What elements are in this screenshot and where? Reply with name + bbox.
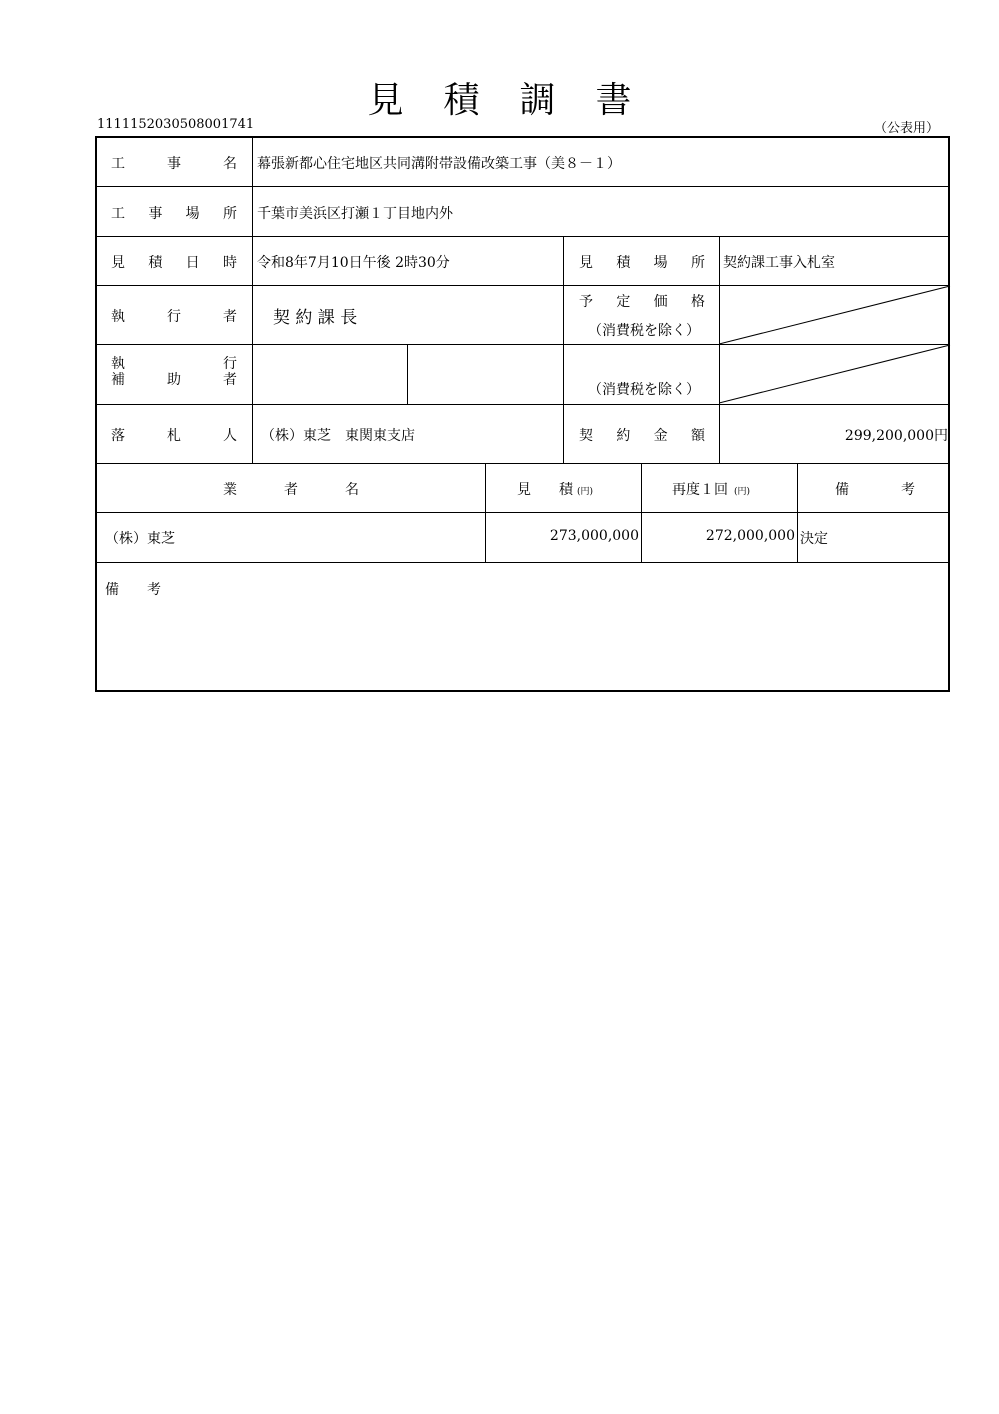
value-contract-amount: 299,200,000円 [844,428,948,444]
label-estimate-place: 見 積 場 所 [579,255,705,271]
label-executor: 執 行 者 [111,309,237,325]
estimate-table [95,136,950,692]
diagonal-slash [719,344,951,404]
label-planned-price: 予 定 価 格 [579,294,705,310]
diagonal-slash [719,285,951,345]
header-rebid-unit: (円) [734,487,751,497]
label-construction-name: 工 事 名 [111,156,237,172]
header-company: 業 者 名 [223,482,359,498]
row-remarks: 決定 [800,531,828,547]
document-title [0,72,999,123]
label-assistant-line2: 補 助 者 [111,372,237,388]
row-estimate: 273,000,000 [549,528,639,544]
value-estimate-datetime: 令和8年7月10日午後 2時30分 [257,255,450,271]
document-number: 1111152030508001741 [97,117,255,132]
header-rebid: 再度１回 (円) [672,482,751,498]
row-company: （株）東芝 [105,531,175,547]
header-estimate: 見 積 (円) [517,482,594,498]
label-contract-amount: 契 約 金 額 [579,428,705,444]
header-estimate-unit: (円) [577,487,594,497]
label-estimate-datetime: 見 積 日 時 [111,255,237,271]
label-tax-excluded: （消費税を除く） [588,382,700,398]
label-assistant-line1: 執 行 [111,356,237,372]
remarks-label: 備 考 [105,582,161,598]
value-winner: （株）東芝 東関東支店 [261,428,415,444]
label-tax-excluded: （消費税を除く） [588,323,700,339]
title-char: 見 [367,80,444,121]
row-rebid: 272,000,000 [705,528,795,544]
title-char: 積 [443,80,520,121]
public-use-mark: （公表用） [873,121,939,136]
label-construction-site: 工 事 場 所 [111,206,237,222]
title-char: 書 [595,80,672,121]
title-char: 調 [519,80,596,121]
value-estimate-place: 契約課工事入札室 [723,255,835,271]
label-winner: 落 札 人 [111,428,237,444]
value-executor: 契 約 課 長 [273,308,358,328]
header-remarks: 備 考 [835,482,915,498]
value-construction-name: 幕張新都心住宅地区共同溝附帯設備改築工事（美８－１） [257,156,621,172]
value-construction-site: 千葉市美浜区打瀬１丁目地内外 [257,206,453,222]
